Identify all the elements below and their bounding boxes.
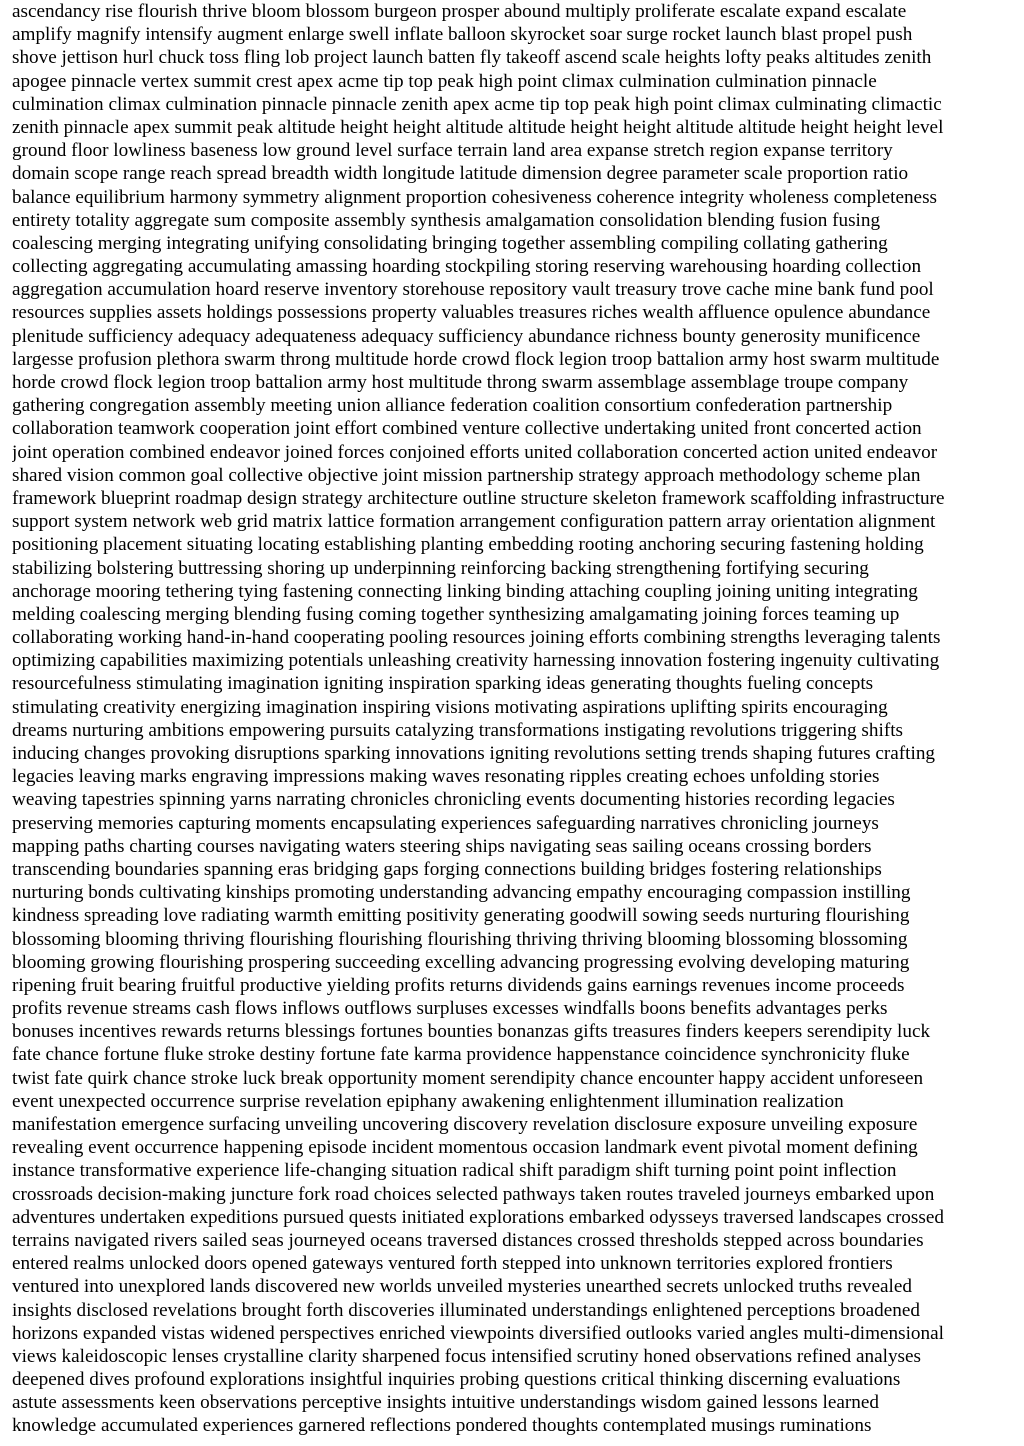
text-line: legacies leaving marks engraving impressions making waves resonating ripples creating echoes unfolding stories bbox=[12, 766, 880, 788]
text-line: collaboration teamwork cooperation joint effort combined venture collective undertaking united front concerted action bbox=[12, 418, 922, 440]
text-line: fate chance fortune fluke stroke destiny fortune fate karma providence happenstance coincidence synchronicity fluke bbox=[12, 1044, 910, 1066]
text-line: anchorage mooring tethering tying fastening connecting linking binding attaching coupling joining uniting integrating bbox=[12, 580, 918, 602]
text-line: plenitude sufficiency adequacy adequateness adequacy sufficiency abundance richness bounty generosity munificence bbox=[12, 325, 921, 347]
text-line: manifestation emergence surfacing unveiling uncovering discovery revelation disclosure exposure unveiling exposure bbox=[12, 1114, 918, 1135]
text-line: preserving memories capturing moments encapsulating experiences safeguarding narratives chronicling journeys bbox=[12, 812, 879, 834]
text-line: support system network web grid matrix lattice formation arrangement configuration pattern array orientation alignment bbox=[12, 511, 936, 533]
text-line: shove jettison hurl chuck toss fling lob project launch batten fly takeoff ascend scale heights lofty peaks altitudes zenith bbox=[12, 47, 932, 69]
text-line: balance equilibrium harmony symmetry alignment proportion cohesiveness coherence integrity wholeness completeness bbox=[12, 186, 938, 208]
text-line: collecting aggregating accumulating amassing hoarding stockpiling storing reserving warehousing hoarding collection bbox=[12, 256, 922, 278]
text-line: crossroads decision-making juncture fork road choices selected pathways taken routes traveled journeys embarked upon bbox=[12, 1183, 935, 1205]
text-line: zenith pinnacle apex summit peak altitude height height altitude altitude height height altitude altitude height height level bbox=[12, 116, 944, 138]
text-line: views kaleidoscopic lenses crystalline clarity sharpened focus intensified scrutiny honed observations refined analyses bbox=[12, 1345, 921, 1367]
text-line: ascendancy rise flourish thrive bloom blossom burgeon prosper abound multiply proliferate escalate expand escalate bbox=[12, 1, 907, 22]
text-line: event unexpected occurrence surprise revelation epiphany awakening enlightenment illumination realization bbox=[12, 1090, 844, 1112]
text-line: stimulating creativity energizing imagination inspiring visions motivating aspirations uplifting spirits encouraging bbox=[12, 696, 888, 718]
text-line: entirety totality aggregate sum composite assembly synthesis amalgamation consolidation blending fusion fusing bbox=[12, 209, 881, 231]
text-line: largesse profusion plethora swarm throng multitude horde crowd flock legion troop battalion army host swarm multitude bbox=[12, 348, 940, 370]
text-line: astute assessments keen observations perceptive insights intuitive understandings wisdom gained lessons learned bbox=[12, 1392, 879, 1414]
text-line: dreams nurturing ambitions empowering pursuits catalyzing transformations instigating revolutions triggering shifts bbox=[12, 719, 904, 741]
text-line: bonuses incentives rewards returns blessings fortunes bounties bonanzas gifts treasures finders keepers serendipity luck bbox=[12, 1021, 931, 1043]
text-line: apogee pinnacle vertex summit crest apex acme tip top peak high point climax culmination culmination pinnacle bbox=[12, 70, 877, 92]
text-line: revealing event occurrence happening episode incident momentous occasion landmark event pivotal moment defining bbox=[12, 1137, 918, 1159]
text-line: ventured into unexplored lands discovered new worlds unveiled mysteries unearthed secrets unlocked truths revealed bbox=[12, 1276, 912, 1298]
text-line: horde crowd flock legion troop battalion army host multitude throng swarm assemblage assemblage troupe company bbox=[12, 372, 909, 393]
text-line: entered realms unlocked doors opened gateways ventured forth stepped into unknown territories explored frontiers bbox=[12, 1253, 893, 1275]
text-line: horizons expanded vistas widened perspectives enriched viewpoints diversified outlooks varied angles multi-dimensional bbox=[12, 1322, 944, 1344]
text-line: ripening fruit bearing fruitful productive yielding profits returns dividends gains earnings revenues income proceeds bbox=[12, 974, 905, 996]
text-line: resources supplies assets holdings possessions property valuables treasures riches wealth affluence opulence abundance bbox=[12, 302, 931, 324]
text-line: framework blueprint roadmap design strategy architecture outline structure skeleton framework scaffolding infrastructure bbox=[12, 487, 945, 509]
text-line: mapping paths charting courses navigating waters steering ships navigating seas sailing oceans crossing borders bbox=[12, 835, 872, 857]
text-line: positioning placement situating locating establishing planting embedding rooting anchoring securing fastening holding bbox=[12, 534, 924, 556]
text-line: knowledge accumulated experiences garnered reflections pondered thoughts contemplated musings ruminations bbox=[12, 1415, 872, 1437]
text-line: ground floor lowliness baseness low ground level surface terrain land area expanse stretch region expanse territory bbox=[12, 140, 893, 162]
text-line: optimizing capabilities maximizing potentials unleashing creativity harnessing innovation fostering ingenuity cultivating bbox=[12, 650, 940, 672]
text-line: profits revenue streams cash flows inflows outflows surpluses excesses windfalls boons benefits advantages perks bbox=[12, 998, 888, 1020]
text-line: stabilizing bolstering buttressing shoring up underpinning reinforcing backing strengthening fortifying securing bbox=[12, 557, 869, 579]
text-line: coalescing merging integrating unifying consolidating bringing together assembling compiling collating gathering bbox=[12, 232, 888, 254]
text-line: gathering congregation assembly meeting union alliance federation coalition consortium confederation partnership bbox=[12, 395, 893, 417]
text-line: terrains navigated rivers sailed seas journeyed oceans traversed distances crossed thresholds stepped across boundaries bbox=[12, 1229, 924, 1251]
text-line: amplify magnify intensify augment enlarge swell inflate balloon skyrocket soar surge rocket launch blast propel push bbox=[12, 24, 913, 46]
text-line: blossoming blooming thriving flourishing flourishing flourishing thriving thriving blooming blossoming blossoming bbox=[12, 928, 908, 950]
text-line: domain scope range reach spread breadth width longitude latitude dimension degree parameter scale proportion ratio bbox=[12, 163, 909, 185]
text-line: weaving tapestries spinning yarns narrating chronicles chronicling events documenting histories recording legacies bbox=[12, 789, 895, 811]
text-line: deepened dives profound explorations insightful inquiries probing questions critical thinking discerning evaluations bbox=[12, 1369, 901, 1391]
text-line: collaborating working hand-in-hand cooperating pooling resources joining efforts combining strengths leveraging talents bbox=[12, 627, 941, 649]
text-line: joint operation combined endeavor joined forces conjoined efforts united collaboration concerted action united endeavor bbox=[12, 441, 938, 463]
text-line: melding coalescing merging blending fusing coming together synthesizing amalgamating joining forces teaming up bbox=[12, 603, 900, 625]
text-line: resourcefulness stimulating imagination igniting inspiration sparking ideas generating thoughts fueling concepts bbox=[12, 673, 874, 695]
text-line: insights disclosed revelations brought forth discoveries illuminated understandings enlightened perceptions broadened bbox=[12, 1299, 920, 1321]
text-line: aggregation accumulation hoard reserve inventory storehouse repository vault treasury trove cache mine bank fund pool bbox=[12, 279, 934, 301]
text-line: blooming growing flourishing prospering succeeding excelling advancing progressing evolving developing maturing bbox=[12, 951, 910, 973]
text-line: culmination climax culmination pinnacle pinnacle zenith apex acme tip top peak high point climax culminating climactic bbox=[12, 93, 942, 115]
text-line: nurturing bonds cultivating kinships promoting understanding advancing empathy encouraging compassion instilling bbox=[12, 882, 911, 904]
text-line: twist fate quirk chance stroke luck break opportunity moment serendipity chance encounter happy accident unforeseen bbox=[12, 1067, 924, 1089]
text-line: inducing changes provoking disruptions sparking innovations igniting revolutions setting trends shaping futures crafting bbox=[12, 743, 936, 764]
text-line: adventures undertaken expeditions pursued quests initiated explorations embarked odysseys traversed landscapes crossed bbox=[12, 1206, 944, 1228]
text-line: instance transformative experience life-changing situation radical shift paradigm shift turning point point inflection bbox=[12, 1160, 897, 1182]
text-line: transcending boundaries spanning eras bridging gaps forging connections building bridges fostering relationships bbox=[12, 858, 882, 880]
text-line: kindness spreading love radiating warmth emitting positivity generating goodwill sowing seeds nurturing flourishing bbox=[12, 905, 910, 927]
text-line: shared vision common goal collective objective joint mission partnership strategy approach methodology scheme plan bbox=[12, 464, 921, 486]
